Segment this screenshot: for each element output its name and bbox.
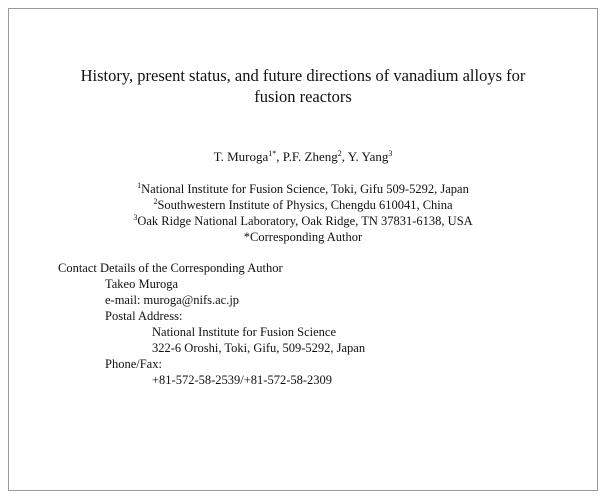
title-line-2: fusion reactors — [254, 87, 352, 106]
phone-fax-value: +81-572-58-2539/+81-572-58-2309 — [152, 373, 333, 387]
postal-address-line-2: 322-6 Oroshi, Toki, Gifu, 509-5292, Japan — [152, 341, 366, 355]
contact-heading: Contact Details of the Corresponding Author — [58, 261, 283, 275]
affiliation-text: Southwestern Institute of Physics, Chengdu 610041, China — [157, 198, 453, 212]
affiliation-number: 1 — [137, 181, 142, 190]
affiliation-list — [9, 181, 597, 245]
author-name: P.F. Zheng — [282, 149, 338, 164]
author-list — [9, 149, 597, 165]
author-name: Y. Yang — [347, 149, 389, 164]
affiliation-line — [9, 181, 597, 197]
author-superscript: 1* — [268, 149, 277, 158]
title-line-1: History, present status, and future directions of vanadium alloys for — [80, 66, 526, 85]
affiliation-text: National Institute for Fusion Science, Toki, Gifu 509-5292, Japan — [141, 182, 469, 196]
paper-title — [9, 65, 597, 107]
postal-address-label: Postal Address: — [105, 309, 183, 323]
corresponding-author-note: *Corresponding Author — [243, 230, 363, 244]
affiliation-line — [9, 213, 597, 229]
contact-email: e-mail: muroga@nifs.ac.jp — [105, 293, 240, 307]
paper-page — [8, 8, 598, 491]
postal-address-line-1: National Institute for Fusion Science — [152, 325, 336, 339]
author-separator: , — [341, 149, 348, 164]
phone-fax-label: Phone/Fax: — [105, 357, 162, 371]
affiliation-number: 3 — [133, 213, 138, 222]
affiliation-text: Oak Ridge National Laboratory, Oak Ridge, TN 37831-6138, USA — [137, 214, 473, 228]
author-superscript: 2 — [337, 149, 342, 158]
contact-details — [58, 260, 365, 388]
author-name: T. Muroga — [213, 149, 269, 164]
author-superscript: 3 — [388, 149, 393, 158]
author-separator: , — [276, 149, 283, 164]
contact-name: Takeo Muroga — [105, 277, 179, 291]
affiliation-number: 2 — [153, 197, 158, 206]
affiliation-line — [9, 197, 597, 213]
